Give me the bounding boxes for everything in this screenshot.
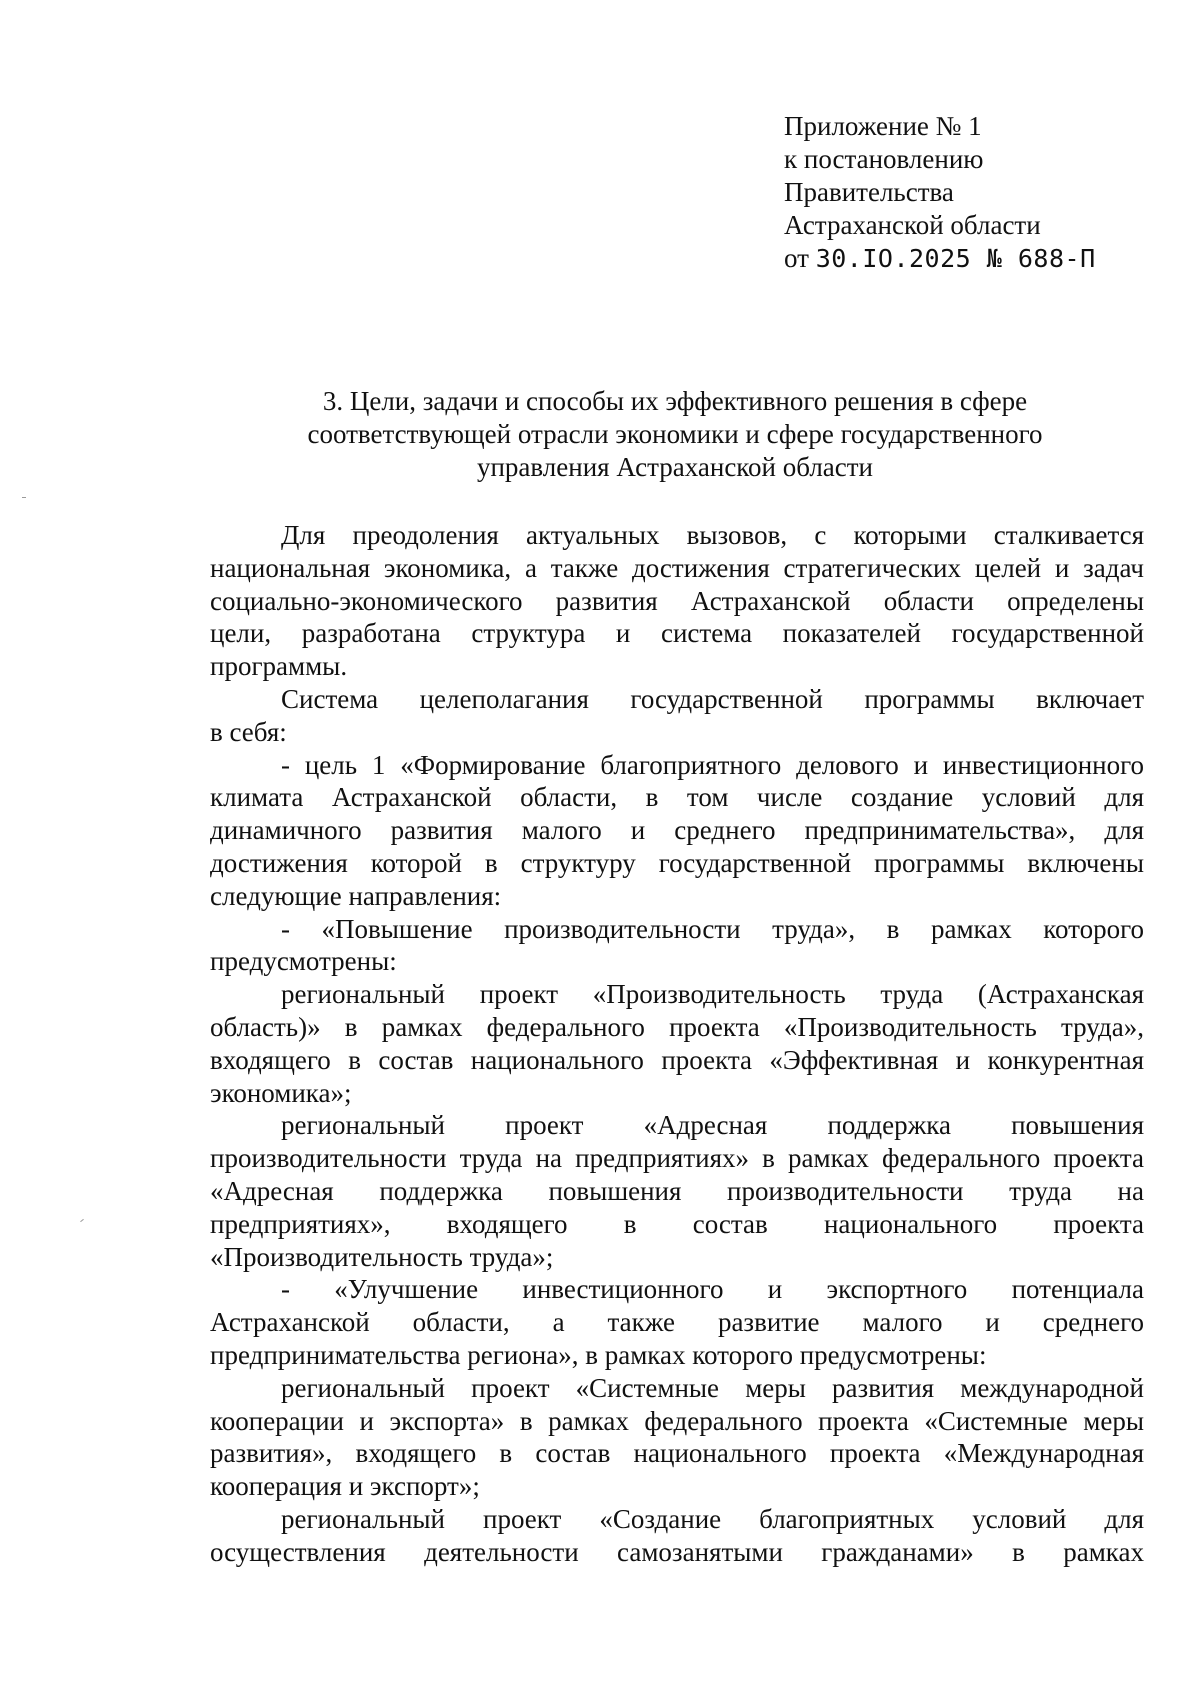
date-prefix: от bbox=[784, 243, 809, 273]
text-line: осуществления деятельности самозанятыми гражданами» в рамках bbox=[210, 1536, 1144, 1567]
text-line: - «Улучшение инвестиционного и экспортного потенциала bbox=[281, 1274, 1144, 1305]
text-line: национальная экономика, а также достижения стратегических целей и задач bbox=[210, 552, 1144, 583]
text-line: «Производительность труда»; bbox=[210, 1241, 554, 1272]
appendix-date-line bbox=[784, 242, 1096, 275]
date-number-stamp: 30.IO.2025 № 688-П bbox=[815, 244, 1096, 273]
text-line: в себя: bbox=[210, 716, 287, 747]
section-title-line: 3. Цели, задачи и способы их эффективного решения в сфере bbox=[322, 386, 1028, 416]
appendix-government: Правительства bbox=[784, 177, 954, 207]
appendix-number: Приложение № 1 bbox=[784, 111, 982, 141]
body-text bbox=[210, 519, 1144, 1569]
text-line: - цель 1 «Формирование благоприятного делового и инвестиционного bbox=[281, 749, 1144, 780]
text-line: область)» в рамках федерального проекта «Производительность труда», bbox=[210, 1011, 1144, 1042]
text-line: следующие направления: bbox=[210, 880, 502, 911]
text-line: производительности труда на предприятиях» в рамках федерального проекта bbox=[210, 1143, 1144, 1174]
appendix-to-resolution: к постановлению bbox=[784, 144, 984, 174]
text-line: программы. bbox=[210, 651, 348, 682]
text-line: достижения которой в структуру государственной программы включены bbox=[210, 847, 1144, 878]
text-line: экономика»; bbox=[210, 1077, 352, 1108]
text-line: - «Повышение производительности труда», в рамках которого bbox=[281, 913, 1144, 944]
text-line: Астраханской области, а также развитие малого и среднего bbox=[210, 1307, 1144, 1338]
appendix-header bbox=[784, 110, 1096, 275]
text-line: кооперации и экспорта» в рамках федерального проекта «Системные меры bbox=[210, 1405, 1144, 1436]
text-line: Для преодоления актуальных вызовов, с которыми сталкивается bbox=[281, 520, 1144, 550]
text-line: региональный проект «Системные меры развития международной bbox=[281, 1372, 1144, 1403]
text-line: климата Астраханской области, в том числе создание условий для bbox=[210, 782, 1144, 813]
text-line: региональный проект «Создание благоприятных условий для bbox=[281, 1503, 1144, 1534]
text-line: региональный проект «Адресная поддержка повышения bbox=[281, 1110, 1144, 1141]
text-line: входящего в состав национального проекта «Эффективная и конкурентная bbox=[210, 1044, 1144, 1075]
appendix-region: Астраханской области bbox=[784, 210, 1041, 240]
text-line: региональный проект «Производительность труда (Астраханская bbox=[281, 979, 1144, 1010]
text-line: социально-экономического развития Астраханской области определены bbox=[210, 585, 1144, 616]
scan-speck bbox=[22, 497, 26, 498]
section-title-line: управления Астраханской области bbox=[476, 452, 874, 482]
scan-speck bbox=[80, 1219, 84, 1222]
text-line: «Адресная поддержка повышения производительности труда на bbox=[210, 1175, 1144, 1206]
section-title-line: соответствующей отрасли экономики и сфере государственного bbox=[307, 419, 1043, 449]
text-line: Система целеполагания государственной программы включает bbox=[281, 683, 1144, 714]
text-line: кооперация и экспорт»; bbox=[210, 1471, 480, 1502]
text-line: предпринимательства региона», в рамках которого предусмотрены: bbox=[210, 1339, 987, 1370]
text-line: развития», входящего в состав национального проекта «Международная bbox=[210, 1438, 1144, 1469]
text-line: цели, разработана структура и система показателей государственной bbox=[210, 618, 1144, 649]
text-line: предусмотрены: bbox=[210, 946, 397, 977]
text-line: предприятиях», входящего в состав национального проекта bbox=[210, 1208, 1144, 1239]
section-title bbox=[210, 385, 1140, 484]
text-line: динамичного развития малого и среднего предпринимательства», для bbox=[210, 815, 1144, 846]
